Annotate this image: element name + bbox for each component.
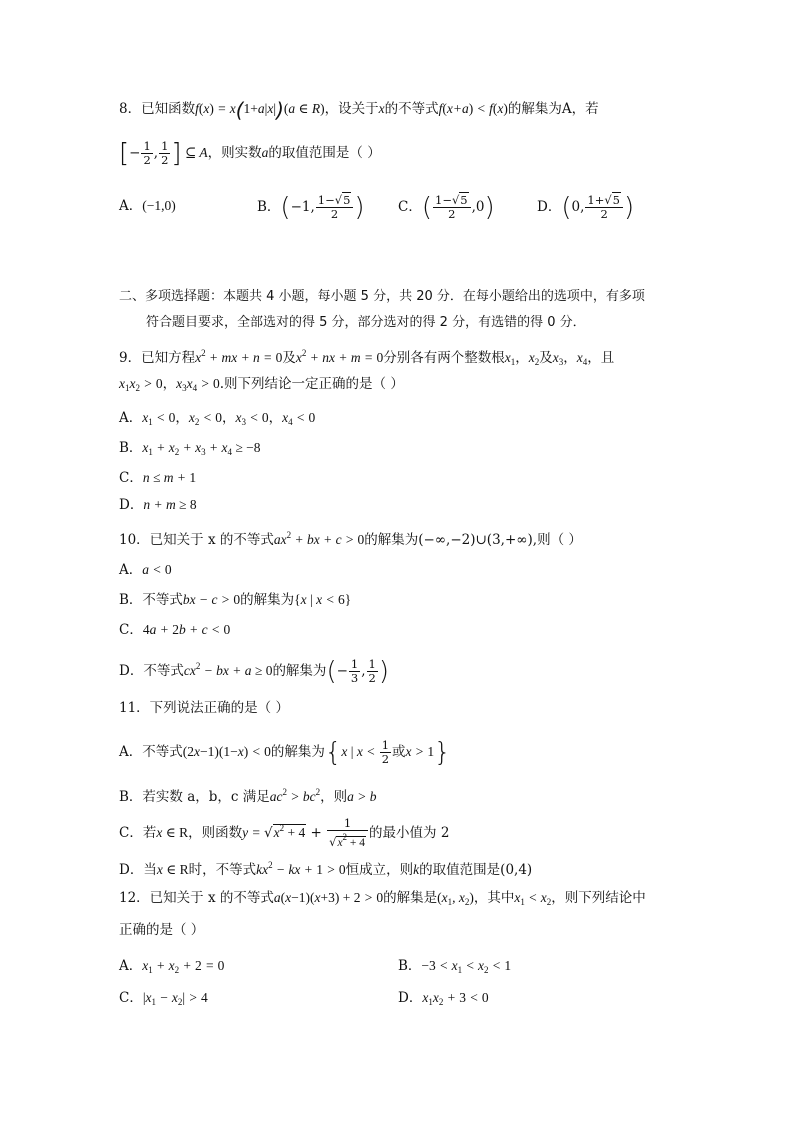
q8-stem-line2: [− $\frac{1}{2}$ , $\frac{1}{2}$ ] ⊆ A，则实数a的取值范围是（ ） bbox=[119, 138, 381, 169]
q11-stem: 11．下列说法正确的是（ ） bbox=[119, 700, 289, 716]
q11-option-d: D．当x ∈ R时，不等式$kx^2$ − kx + 1 > 0恒成立，则k的取值范围是(0,4) bbox=[119, 860, 533, 878]
q9-option-a: A．$x_1 < 0$，$x_2 < 0$，$x_3 < 0$，$x_4 < 0$ bbox=[119, 410, 316, 427]
q8-option-a: A．(−1,0) bbox=[119, 198, 176, 214]
q10-option-d: D．不等式$cx^2$ − bx + a ≥ 0的解集为(− $\frac{1}{3}$ , $\frac{1}{2}$ ) bbox=[119, 656, 390, 687]
q11-option-a: A．不等式(2x−1)(1−x) < 0的解集为{x | x < $\frac{1}{2}$ 或x > 1} bbox=[119, 737, 451, 768]
q10-option-b: B．不等式bx − c > 0的解集为{x | x < 6} bbox=[119, 592, 352, 608]
q9-stem-line2: $x_1x_2 > 0$，$x_3x_4 > 0$.则下列结论一定正确的是（ ） bbox=[119, 376, 404, 393]
q8-stem-line1: 8．已知函数f(x) = x(1+a|x|)(a ∈ R)，设关于x的不等式f(x+a) < f(x)的解集为A，若 bbox=[119, 97, 599, 122]
q10-option-a: A．a < 0 bbox=[119, 562, 172, 578]
q10-option-c: C．4a + 2b + c < 0 bbox=[119, 622, 231, 638]
q9-option-d: D．n + m ≥ 8 bbox=[119, 497, 197, 513]
q10-stem: 10．已知关于 x 的不等式$ax^2$ + bx + c > 0的解集为(−∞,−2)∪(3,+∞),则（ ） bbox=[119, 530, 582, 548]
q12-option-c: C．$|x_1 - x_2| > 4$ bbox=[119, 990, 208, 1007]
q11-option-b: B．若实数 a，b，c 满足$ac^2 > bc^2$，则a > b bbox=[119, 787, 377, 805]
q8-function: f(x) = x(1+a|x|)(a ∈ R) bbox=[195, 97, 325, 122]
q9-stem-line1: 9．已知方程$x^2$ + mx + n = 0及$x^2$ + nx + m = 0分别各有两个整数根$x_1$，$x_2$及$x_3$，$x_4$，且 bbox=[119, 348, 615, 367]
q12-stem-line2: 正确的是（ ） bbox=[119, 922, 205, 938]
q8-option-b: B．(−1, $\frac{1-√5}{2}$ ) bbox=[257, 192, 365, 223]
q12-option-b: B．$-3 < x_1 < x_2 < 1$ bbox=[398, 958, 512, 975]
q9-option-c: C．n ≤ m + 1 bbox=[119, 470, 197, 486]
q8-stem-text: 8．已知函数 bbox=[119, 101, 196, 117]
q8-option-c: C．( $\frac{1-√5}{2}$ ,0) bbox=[398, 192, 495, 223]
q11-option-c: C．若x ∈ R，则函数$y = √x^2 + 4$ + $\frac{1}{√x^2 + 4}$ 的最小值为 2 bbox=[119, 816, 450, 849]
section-heading-line2: 符合题目要求，全部选对的得 5 分，部分选对的得 2 分，有选错的得 0 分． bbox=[146, 315, 586, 330]
q12-option-a: A．$x_1 + x_2 + 2 = 0$ bbox=[119, 958, 225, 975]
q12-stem-line1: 12．已知关于 x 的不等式a(x−1)(x+3) + 2 > 0的解集是($x_1$, $x_2$)，其中$x_1 < x_2$，则下列结论中 bbox=[119, 890, 646, 907]
q12-option-d: D．$x_1x_2 + 3 < 0$ bbox=[398, 990, 489, 1007]
q8-inequality: f(x+a) < f(x) bbox=[438, 101, 508, 116]
section-heading-line1: 二、多项选择题：本题共 4 小题，每小题 5 分，共 20 分．在每小题给出的选项中，有多项 bbox=[119, 289, 645, 304]
q8-option-d: D．(0, $\frac{1+√5}{2}$ ) bbox=[537, 192, 635, 223]
q8-subset: ⊆ A bbox=[181, 145, 208, 160]
q9-option-b: B．$x_1 + x_2 + x_3 + x_4 \ge -8$ bbox=[119, 440, 261, 457]
